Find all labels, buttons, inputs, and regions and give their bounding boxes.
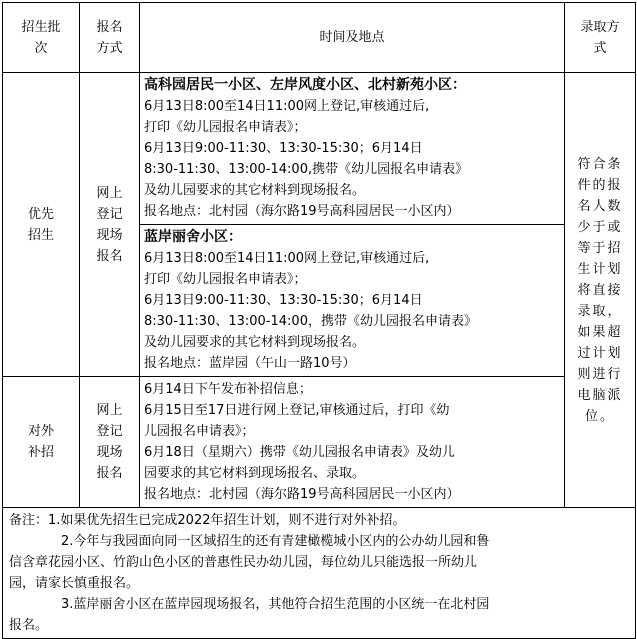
admission-line: 符合条 bbox=[577, 156, 623, 172]
priority-method-line: 登记 bbox=[96, 206, 123, 222]
notes-row bbox=[3, 508, 636, 639]
group2-line: 报名地点：蓝岸园（午山一路10号） bbox=[144, 356, 356, 371]
external-method-line: 网上 bbox=[96, 403, 123, 418]
header-batch-line: 次 bbox=[34, 40, 48, 56]
group1-title: 高科园居民一小区、左岸风度小区、北村新苑小区： bbox=[144, 77, 466, 93]
external-line: 报名地点：北村园（海尔路19号高科园居民一小区内） bbox=[144, 487, 460, 502]
admission-line: 电脑派 bbox=[577, 387, 623, 403]
external-line: 园要求的其它材料到现场报名、录取。 bbox=[144, 466, 366, 481]
external-line: 儿园报名申请表》； bbox=[144, 424, 255, 439]
admission-line: 件的报 bbox=[577, 177, 623, 193]
header-admission-line: 式 bbox=[593, 40, 607, 56]
group1-line: 打印《幼儿园报名申请表》； bbox=[144, 120, 307, 135]
priority-method bbox=[80, 73, 140, 377]
priority-group1 bbox=[140, 73, 565, 225]
priority-row-1 bbox=[3, 73, 636, 225]
note-line: 3.蓝岸丽舍小区在蓝岸园现场报名，其他符合招生范围的小区统一在北村园 bbox=[61, 597, 490, 612]
external-batch-line: 对外 bbox=[27, 424, 54, 439]
header-row bbox=[3, 3, 636, 73]
external-batch bbox=[3, 377, 80, 508]
group1-line: 8:30-11:30、13:00-14:00,携带《幼儿园报名申请表》 bbox=[144, 162, 469, 177]
priority-batch bbox=[3, 73, 80, 377]
external-method-line: 现场 bbox=[96, 445, 123, 460]
external-method-line: 报名 bbox=[96, 466, 123, 481]
external-line: 6月15日至17日进行网上登记,审核通过后，打印《幼 bbox=[144, 403, 450, 418]
priority-group2 bbox=[140, 225, 565, 377]
admission-line: 如果超 bbox=[577, 324, 623, 340]
admission-line: 录取， bbox=[577, 303, 623, 319]
notes bbox=[3, 508, 636, 639]
group2-line: 6月13日8:00至14日11:00网上登记,审核通过后, bbox=[144, 251, 430, 266]
priority-method-line: 网上 bbox=[96, 185, 123, 201]
note-line: 报名。 bbox=[9, 618, 49, 633]
note-line: 信含章花园小区、竹韵山色小区的普惠性民办幼儿园，每位幼儿只能选报一所幼儿 bbox=[9, 555, 478, 570]
group2-line: 6月13日9:00-11:30、13:30-15:30；6月14日 bbox=[144, 293, 423, 308]
group1-line: 6月13日8:00至14日11:00网上登记,审核通过后, bbox=[144, 99, 430, 114]
enrollment-table bbox=[2, 2, 636, 639]
external-batch-line: 补招 bbox=[27, 445, 54, 460]
admission-line: 少于或 bbox=[577, 219, 623, 235]
header-admission bbox=[565, 3, 636, 73]
header-batch-line: 招生批 bbox=[21, 19, 61, 35]
admission-line: 则进行 bbox=[577, 366, 623, 382]
admission-line: 将直接 bbox=[577, 282, 623, 298]
group2-line: 8:30-11:30、13:00-14:00，携带《幼儿园报名申请表》 bbox=[144, 314, 477, 329]
external-row bbox=[3, 377, 636, 508]
external-line: 6月18日（星期六）携带《幼儿园报名申请表》及幼儿 bbox=[144, 445, 455, 460]
external-method-line: 登记 bbox=[96, 424, 123, 439]
note-line: 园，请家长慎重报名。 bbox=[9, 576, 140, 591]
note-line: 2.今年与我园面向同一区域招生的还有青建橄榄城小区内的公办幼儿园和鲁 bbox=[61, 534, 490, 549]
external-details bbox=[140, 377, 565, 508]
note-line: 备注：1.如果优先招生已完成2022年招生计划，则不进行对外补招。 bbox=[9, 513, 406, 528]
header-method-line: 报名 bbox=[96, 19, 123, 35]
admission-line: 位。 bbox=[584, 408, 615, 424]
priority-method-line: 报名 bbox=[96, 248, 123, 264]
admission-line: 等于招 bbox=[577, 240, 623, 256]
external-method bbox=[80, 377, 140, 508]
group1-line: 及幼儿园要求的其它材料到现场报名。 bbox=[144, 183, 366, 198]
header-batch bbox=[3, 3, 80, 73]
group2-title: 蓝岸丽舍小区： bbox=[144, 229, 242, 245]
group1-line: 报名地点：北村园（海尔路19号高科园居民一小区内） bbox=[144, 204, 460, 219]
priority-batch-line: 招生 bbox=[27, 227, 54, 243]
header-admission-line: 录取方 bbox=[580, 19, 620, 35]
external-line: 6月14日下午发布补招信息； bbox=[144, 382, 312, 397]
priority-batch-line: 优先 bbox=[27, 206, 54, 222]
priority-method-line: 现场 bbox=[96, 227, 123, 243]
admission-line: 名人数 bbox=[577, 198, 623, 214]
admission-method bbox=[565, 73, 636, 508]
header-time-place: 时间及地点 bbox=[140, 3, 565, 73]
header-method-line: 方式 bbox=[96, 40, 123, 56]
admission-line: 过计划 bbox=[577, 345, 623, 361]
group2-line: 及幼儿园要求的其它材料到现场报名。 bbox=[144, 335, 366, 350]
group1-line: 6月13日9:00-11:30、13:30-15:30；6月14日 bbox=[144, 141, 423, 156]
admission-line: 生计划 bbox=[577, 261, 623, 277]
group2-line: 打印《幼儿园报名申请表》； bbox=[144, 272, 307, 287]
header-method bbox=[80, 3, 140, 73]
